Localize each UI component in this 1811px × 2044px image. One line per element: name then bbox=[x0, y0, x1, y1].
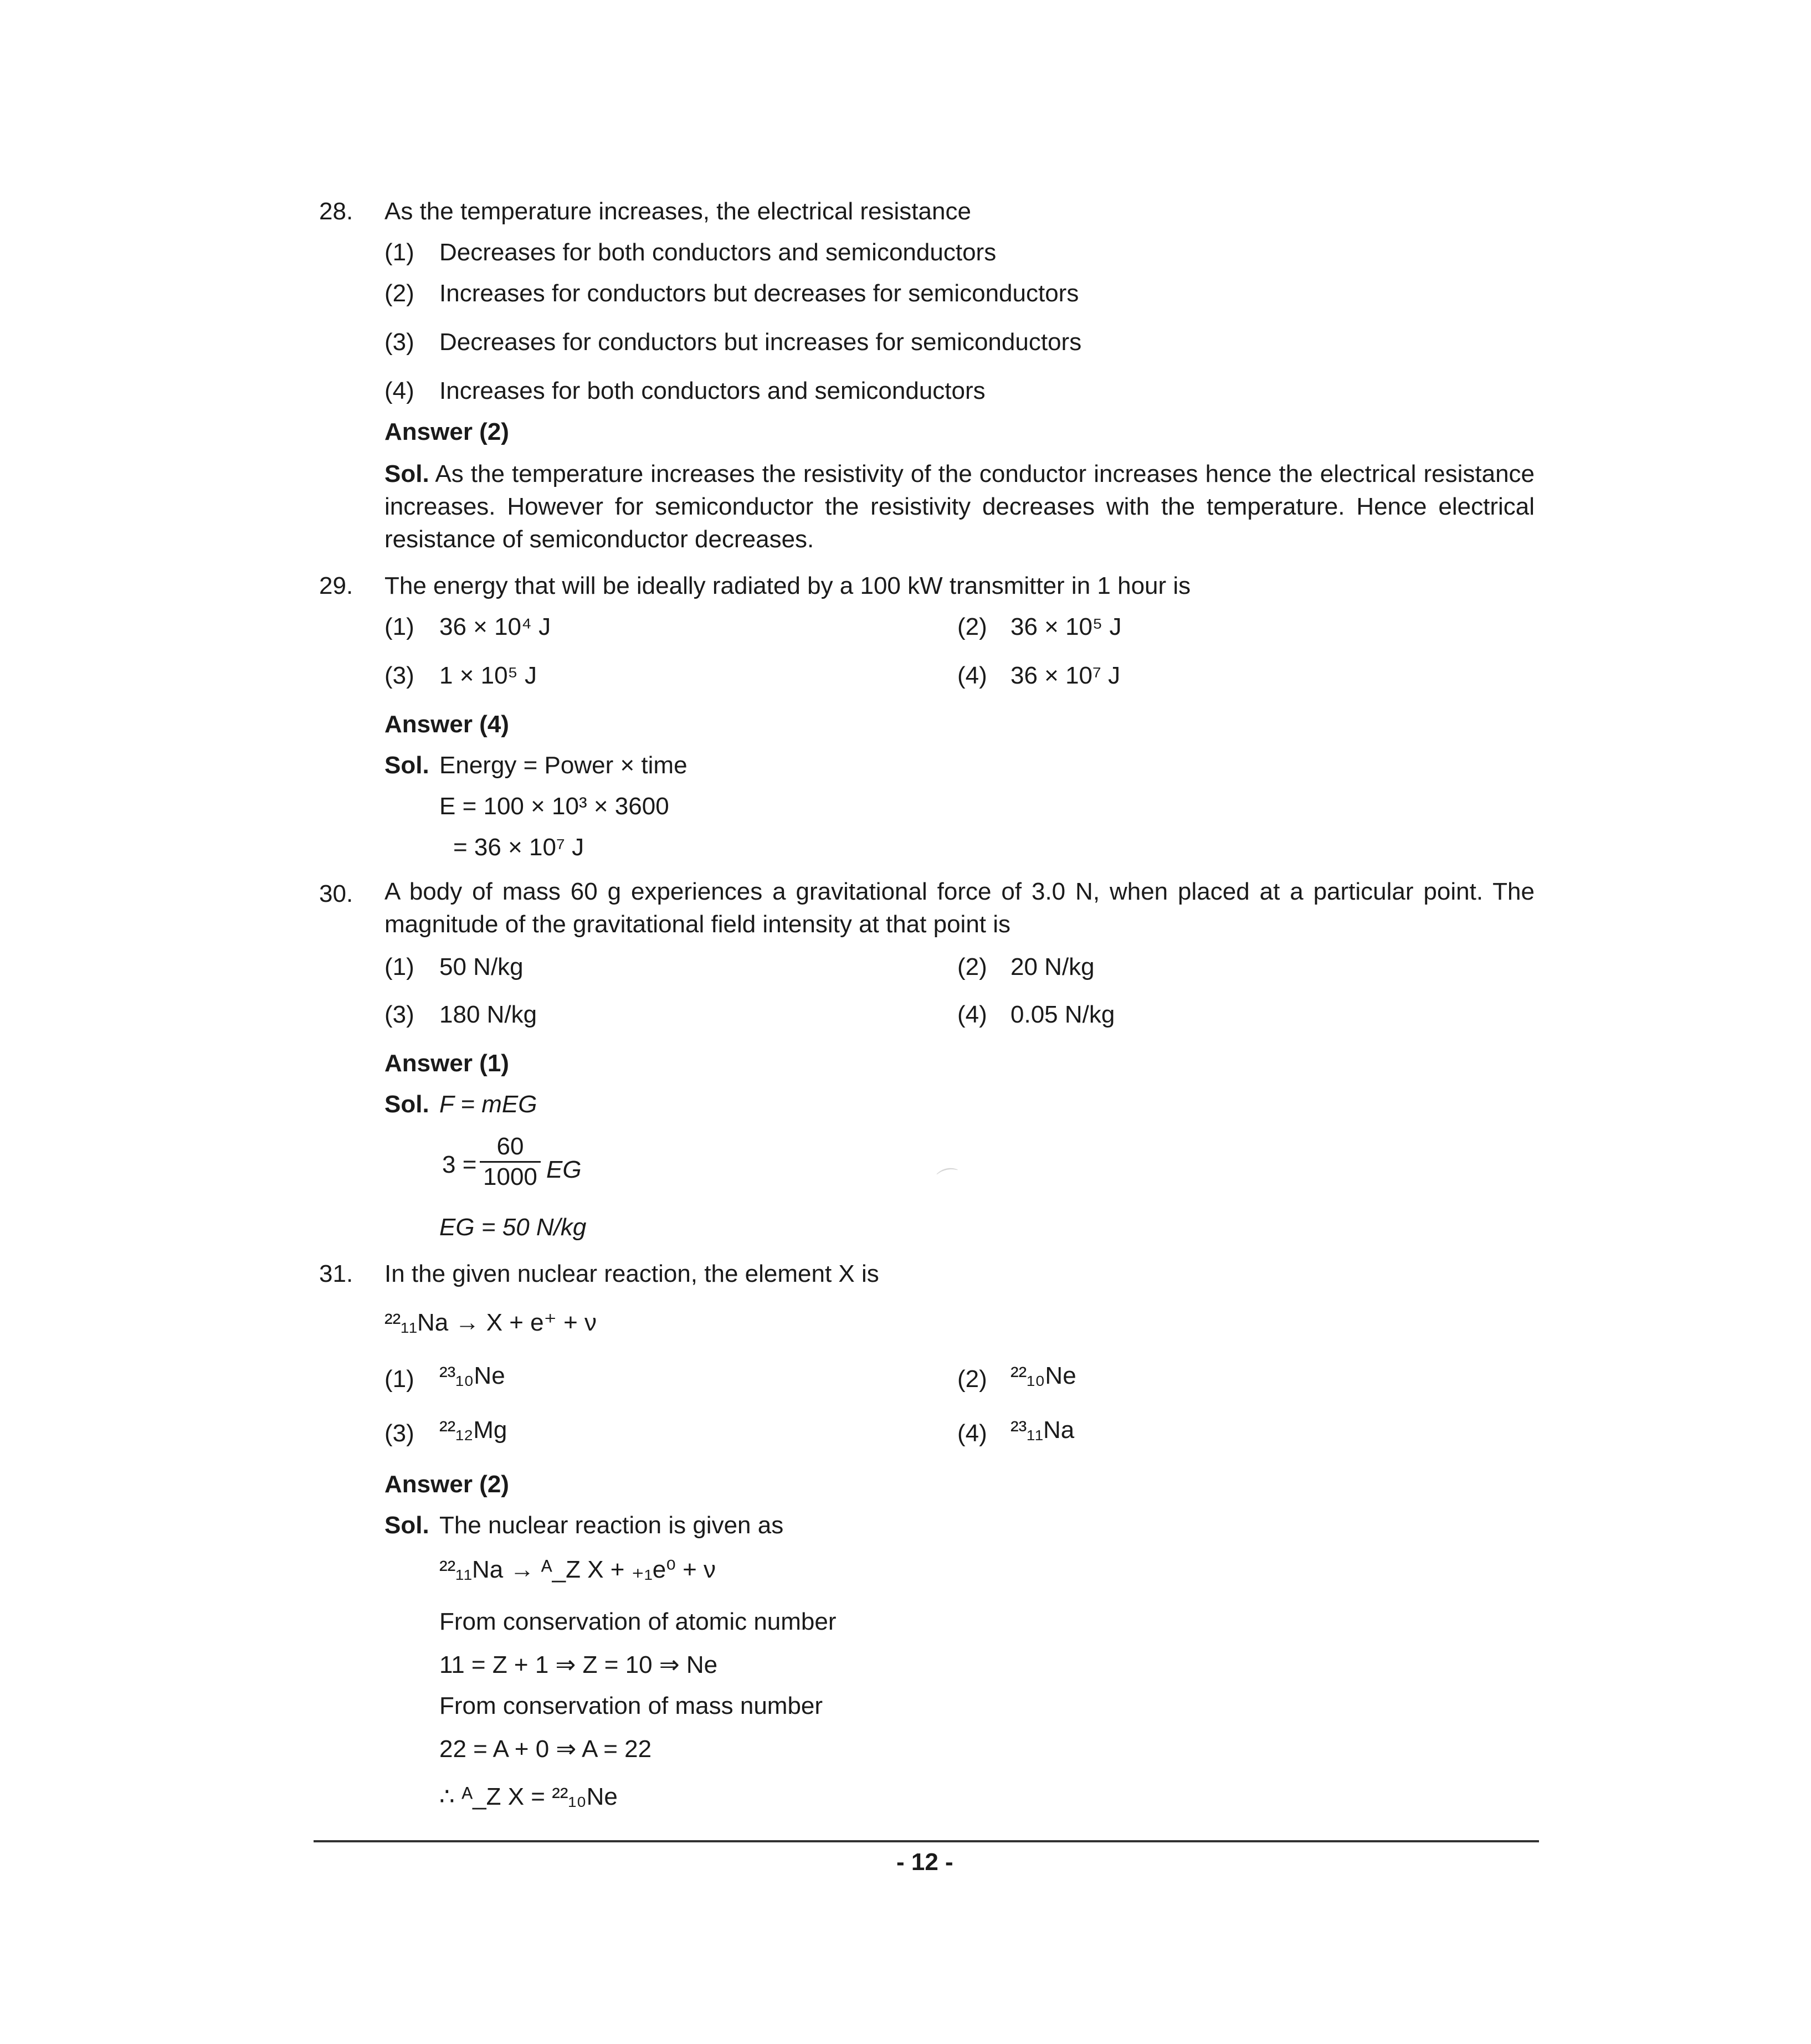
q30-sol-line-1: F = mEG bbox=[439, 1091, 537, 1118]
scan-mark-icon: ⌒ bbox=[935, 1165, 962, 1194]
q28-number: 28. bbox=[319, 198, 353, 225]
q29-text: The energy that will be ideally radiated by a 100 kW transmitter in 1 hour is bbox=[384, 572, 1191, 599]
q29-option-2-label: (2) bbox=[957, 613, 987, 640]
q30-option-1: 50 N/kg bbox=[439, 953, 524, 980]
q30-sol-result: EG = 50 N/kg bbox=[439, 1214, 587, 1241]
q31-sol-conclusion: ∴ ᴬ_Z X = ²²₁₀Ne bbox=[439, 1783, 618, 1810]
q30-answer: Answer (1) bbox=[384, 1050, 509, 1077]
q31-option-4-label: (4) bbox=[957, 1420, 987, 1447]
q29-option-1: 36 × 10⁴ J bbox=[439, 613, 551, 640]
q30-fraction bbox=[480, 1132, 541, 1192]
q31-option-2: ²²₁₀Ne bbox=[1010, 1362, 1076, 1389]
q30-text: A body of mass 60 g experiences a gravitational force of 3.0 N, when placed at a particular point. The magnitude of the gravitational field intensity at that point is bbox=[384, 878, 1535, 938]
q29-sol-line-2: E = 100 × 10³ × 3600 bbox=[439, 793, 669, 820]
q31-sol-mass-heading: From conservation of mass number bbox=[439, 1692, 823, 1719]
q30-option-1-label: (1) bbox=[384, 953, 414, 980]
q28-option-4-label: (4) bbox=[384, 377, 414, 404]
q29-option-4-label: (4) bbox=[957, 662, 987, 689]
q29-option-4: 36 × 10⁷ J bbox=[1010, 662, 1121, 689]
q30-frac-numerator: 60 bbox=[496, 1133, 524, 1160]
q31-option-3: ²²₁₂Mg bbox=[439, 1416, 507, 1444]
q31-option-1-label: (1) bbox=[384, 1365, 414, 1393]
q31-number: 31. bbox=[319, 1260, 353, 1287]
q31-sol-mass-eq: 22 = A + 0 ⇒ A = 22 bbox=[439, 1735, 652, 1763]
footer-divider bbox=[314, 1840, 1539, 1842]
q30-option-4: 0.05 N/kg bbox=[1010, 1001, 1115, 1028]
q29-answer: Answer (4) bbox=[384, 711, 509, 738]
q31-sol-reaction: ²²₁₁Na → ᴬ_Z X + ₊₁e⁰ + ν bbox=[439, 1556, 716, 1583]
q29-sol-line-1: Energy = Power × time bbox=[439, 752, 688, 779]
q30-sol-label: Sol. bbox=[384, 1091, 429, 1118]
q28-option-2-label: (2) bbox=[384, 280, 414, 307]
q31-option-1: ²³₁₀Ne bbox=[439, 1362, 505, 1389]
q30-number: 30. bbox=[319, 880, 353, 907]
q31-sol-atomic-heading: From conservation of atomic number bbox=[439, 1608, 837, 1635]
q30-option-3-label: (3) bbox=[384, 1001, 414, 1028]
q30-option-4-label: (4) bbox=[957, 1001, 987, 1028]
q31-option-3-label: (3) bbox=[384, 1420, 414, 1447]
q31-sol-intro: The nuclear reaction is given as bbox=[439, 1512, 784, 1539]
q28-sol-label: Sol. bbox=[384, 460, 429, 487]
q28-option-3-label: (3) bbox=[384, 328, 414, 356]
q29-option-2: 36 × 10⁵ J bbox=[1010, 613, 1122, 640]
q31-option-4: ²³₁₁Na bbox=[1010, 1416, 1075, 1444]
q29-sol-label: Sol. bbox=[384, 752, 429, 779]
q28-option-1: Decreases for both conductors and semiconductors bbox=[439, 239, 997, 266]
q28-option-1-label: (1) bbox=[384, 239, 414, 266]
q28-option-4: Increases for both conductors and semiconductors bbox=[439, 377, 986, 404]
q31-option-2-label: (2) bbox=[957, 1365, 987, 1393]
q30-option-3: 180 N/kg bbox=[439, 1001, 537, 1028]
q31-sol-atomic-eq: 11 = Z + 1 ⇒ Z = 10 ⇒ Ne bbox=[439, 1651, 718, 1678]
q28-option-3: Decreases for conductors but increases for semiconductors bbox=[439, 328, 1082, 356]
q30-frac-rhs: EG bbox=[546, 1156, 582, 1183]
q29-number: 29. bbox=[319, 572, 353, 599]
q28-solution bbox=[384, 458, 1535, 556]
q28-option-2: Increases for conductors but decreases for semiconductors bbox=[439, 280, 1079, 307]
q30-option-2-label: (2) bbox=[957, 953, 987, 980]
q29-option-3-label: (3) bbox=[384, 662, 414, 689]
q31-text: In the given nuclear reaction, the element X is bbox=[384, 1260, 879, 1287]
q28-sol-text: As the temperature increases the resistivity of the conductor increases hence the electrical resistance increases. However for semiconductor the resistivity decreases with the temperature. Hence electrical resistance of semiconductor decreases. bbox=[384, 460, 1535, 553]
q31-reaction: ²²₁₁Na → X + e⁺ + ν bbox=[384, 1309, 597, 1336]
q28-answer: Answer (2) bbox=[384, 418, 509, 445]
q31-sol-label: Sol. bbox=[384, 1512, 429, 1539]
q29-option-3: 1 × 10⁵ J bbox=[439, 662, 537, 689]
q30-frac-denominator: 1000 bbox=[483, 1163, 537, 1190]
q31-answer: Answer (2) bbox=[384, 1471, 509, 1498]
q29-option-1-label: (1) bbox=[384, 613, 414, 640]
q30-option-2: 20 N/kg bbox=[1010, 953, 1095, 980]
page-number: - 12 - bbox=[896, 1848, 953, 1876]
q30-frac-lhs: 3 = bbox=[442, 1151, 477, 1178]
q29-sol-line-3: = 36 × 10⁷ J bbox=[453, 834, 584, 861]
q28-text: As the temperature increases, the electrical resistance bbox=[384, 198, 971, 225]
